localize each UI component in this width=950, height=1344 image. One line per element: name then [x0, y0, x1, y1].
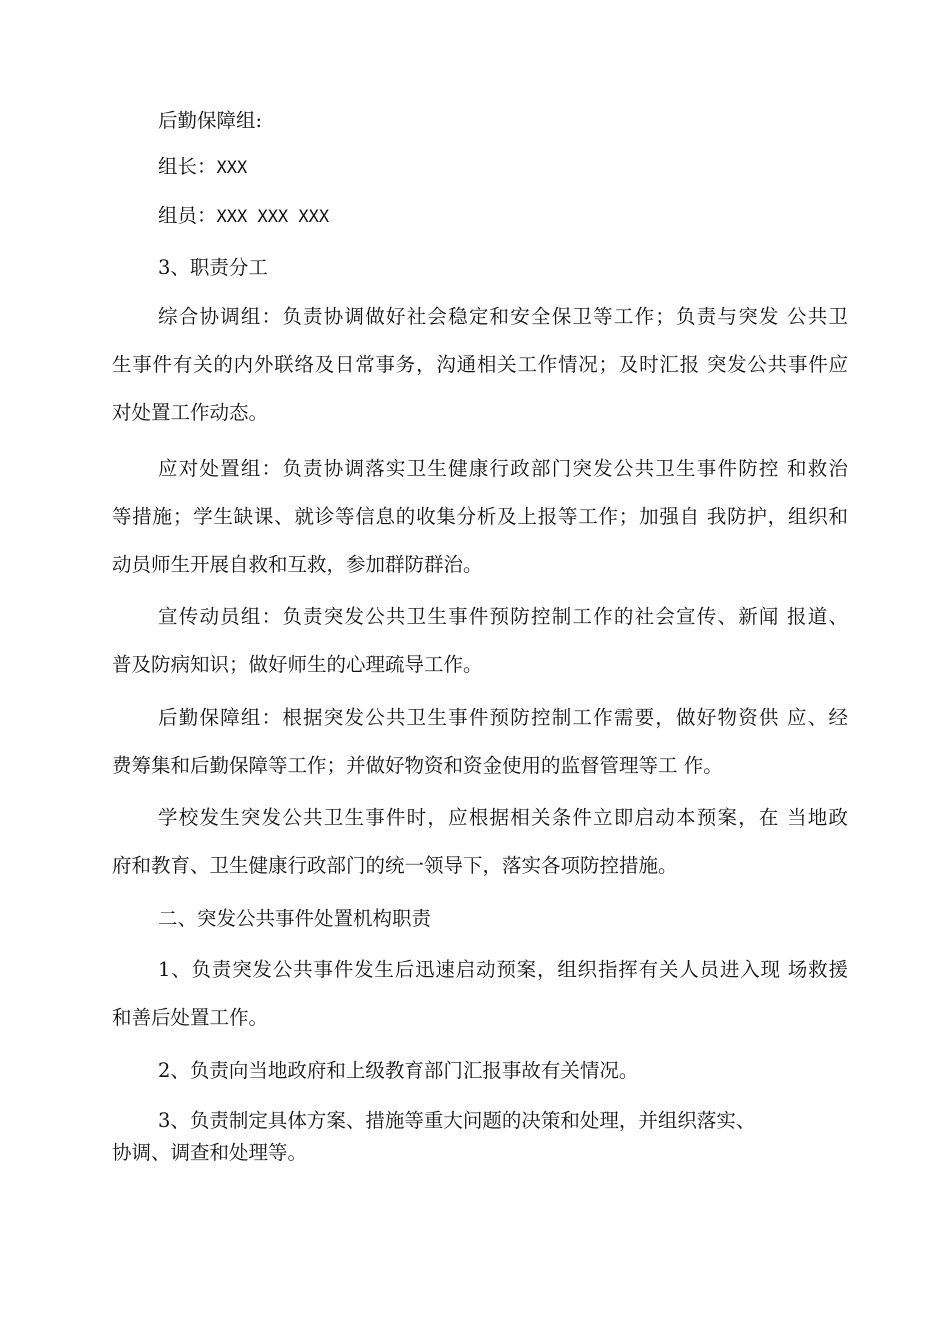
paragraph-line: 3、负责制定具体方案、措施等重大问题的决策和处理，并组织落实、: [158, 1109, 756, 1132]
paragraph-line: 后勤保障组：根据突发公共卫生事件预防控制工作需要，做好物资供 应、经: [158, 706, 848, 729]
section-heading-agency-duties: 二、突发公共事件处置机构职责: [158, 907, 432, 930]
group-members-value: XXX XXX XXX: [216, 207, 330, 227]
section-heading-duties: 3、职责分工: [158, 256, 268, 279]
group-leader-line: [158, 155, 247, 180]
heading-logistics-group: 后勤保障组:: [158, 109, 263, 132]
paragraph-line: 生事件有关的内外联络及日常事务，沟通相关工作情况；及时汇报 突发公共事件应: [112, 353, 848, 376]
paragraph-line: 府和教育、卫生健康行政部门的统一领导下，落实各项防控措施。: [112, 854, 678, 877]
paragraph-line: 费筹集和后勤保障等工作；并做好物资和资金使用的监督管理等工 作。: [112, 754, 723, 777]
paragraph-line: 和善后处置工作。: [112, 1006, 269, 1029]
paragraph-line: 等措施；学生缺课、就诊等信息的收集分析及上报等工作；加强自 我防护，组织和: [112, 505, 848, 528]
paragraph-line: 学校发生突发公共卫生事件时，应根据相关条件立即启动本预案，在 当地政: [158, 806, 848, 829]
paragraph-line: 对处置工作动态。: [112, 401, 269, 424]
group-members-label: 组员：: [158, 204, 217, 227]
paragraph-line: 动员师生开展自救和互救，参加群防群治。: [112, 553, 483, 576]
paragraph-line: 2、负责向当地政府和上级教育部门汇报事故有关情况。: [158, 1059, 639, 1082]
paragraph-line: 综合协调组：负责协调做好社会稳定和安全保卫等工作；负责与突发 公共卫: [158, 305, 848, 328]
group-leader-value: XXX: [216, 158, 248, 178]
paragraph-line: 协调、调查和处理等。: [112, 1141, 308, 1164]
group-members-line: [158, 204, 329, 229]
paragraph-line: 应对处置组：负责协调落实卫生健康行政部门突发公共卫生事件防控 和救治: [158, 457, 848, 480]
paragraph-line: 1、负责突发公共事件发生后迅速启动预案，组织指挥有关人员进入现 场救援: [158, 958, 848, 981]
group-leader-label: 组长：: [158, 155, 217, 178]
paragraph-line: 宣传动员组：负责突发公共卫生事件预防控制工作的社会宣传、新闻 报道、: [158, 605, 848, 628]
paragraph-line: 普及防病知识；做好师生的心理疏导工作。: [112, 653, 483, 676]
